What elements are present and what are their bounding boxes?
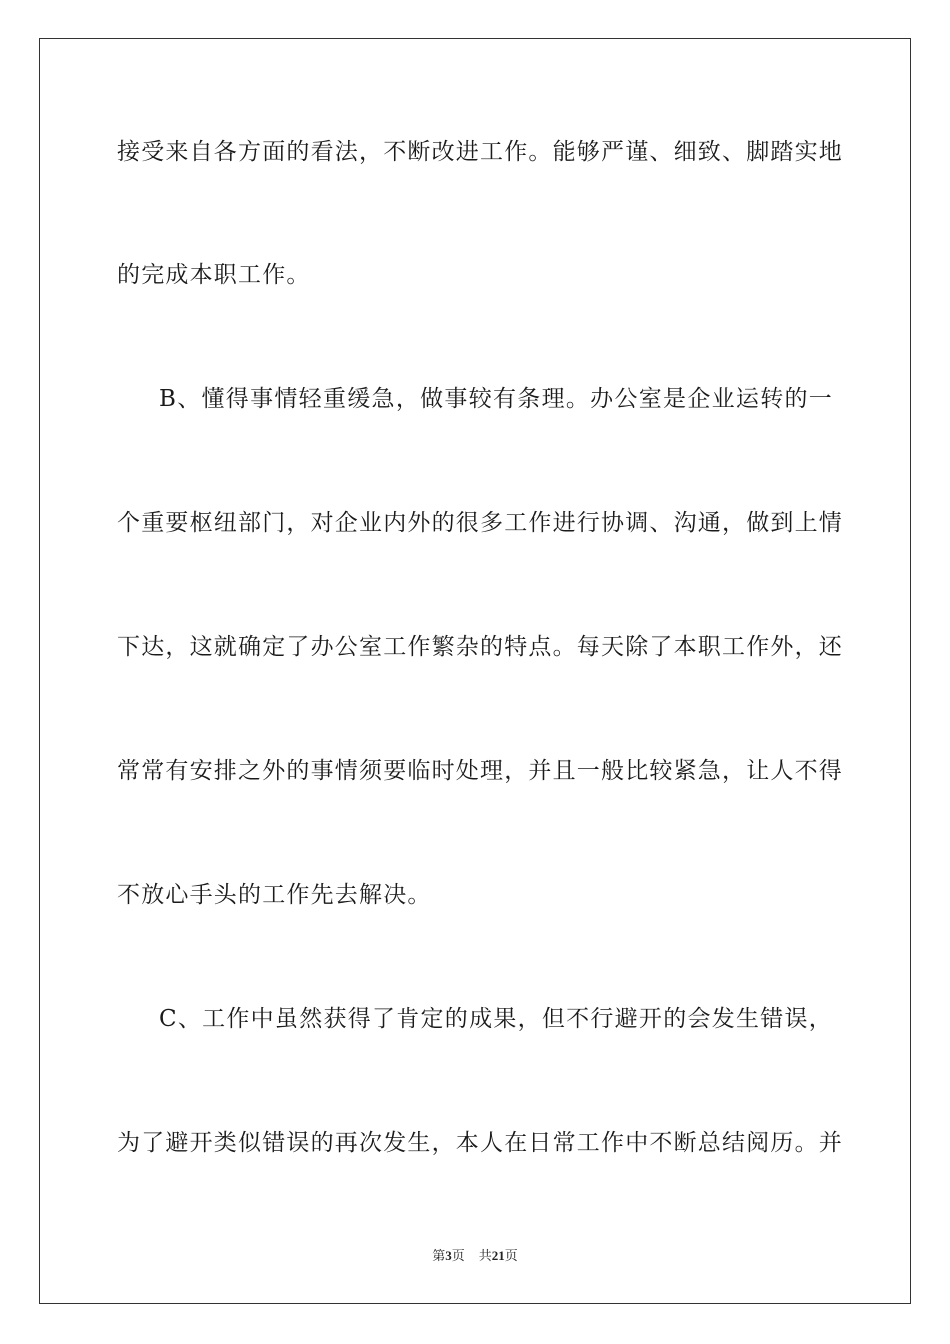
text-line: 为了避开类似错误的再次发生，本人在日常工作中不断总结阅历。并 xyxy=(117,1130,843,1156)
page-footer xyxy=(0,1247,950,1266)
total-suffix: 页 xyxy=(504,1249,518,1264)
text-line: C、工作中虽然获得了肯定的成果，但不行避开的会发生错误， xyxy=(159,1006,833,1032)
page-border xyxy=(39,38,911,1304)
page-prefix: 第 xyxy=(432,1249,446,1264)
text-line: 下达，这就确定了办公室工作繁杂的特点。每天除了本职工作外，还 xyxy=(117,634,843,660)
total-pages: 21 xyxy=(491,1248,505,1263)
total-prefix: 共 xyxy=(478,1249,492,1264)
text-line: 个重要枢纽部门，对企业内外的很多工作进行协调、沟通，做到上情 xyxy=(117,510,843,536)
text-line: 的完成本职工作。 xyxy=(117,262,311,288)
text-line: 不放心手头的工作先去解决。 xyxy=(117,882,432,908)
page-number: 3 xyxy=(445,1248,452,1263)
text-line: 接受来自各方面的看法，不断改进工作。能够严谨、细致、脚踏实地 xyxy=(117,139,843,165)
text-line: 常常有安排之外的事情须要临时处理，并且一般比较紧急，让人不得 xyxy=(117,758,843,784)
page-suffix: 页 xyxy=(451,1249,465,1264)
text-line: B、懂得事情轻重缓急，做事较有条理。办公室是企业运转的一 xyxy=(159,386,833,412)
